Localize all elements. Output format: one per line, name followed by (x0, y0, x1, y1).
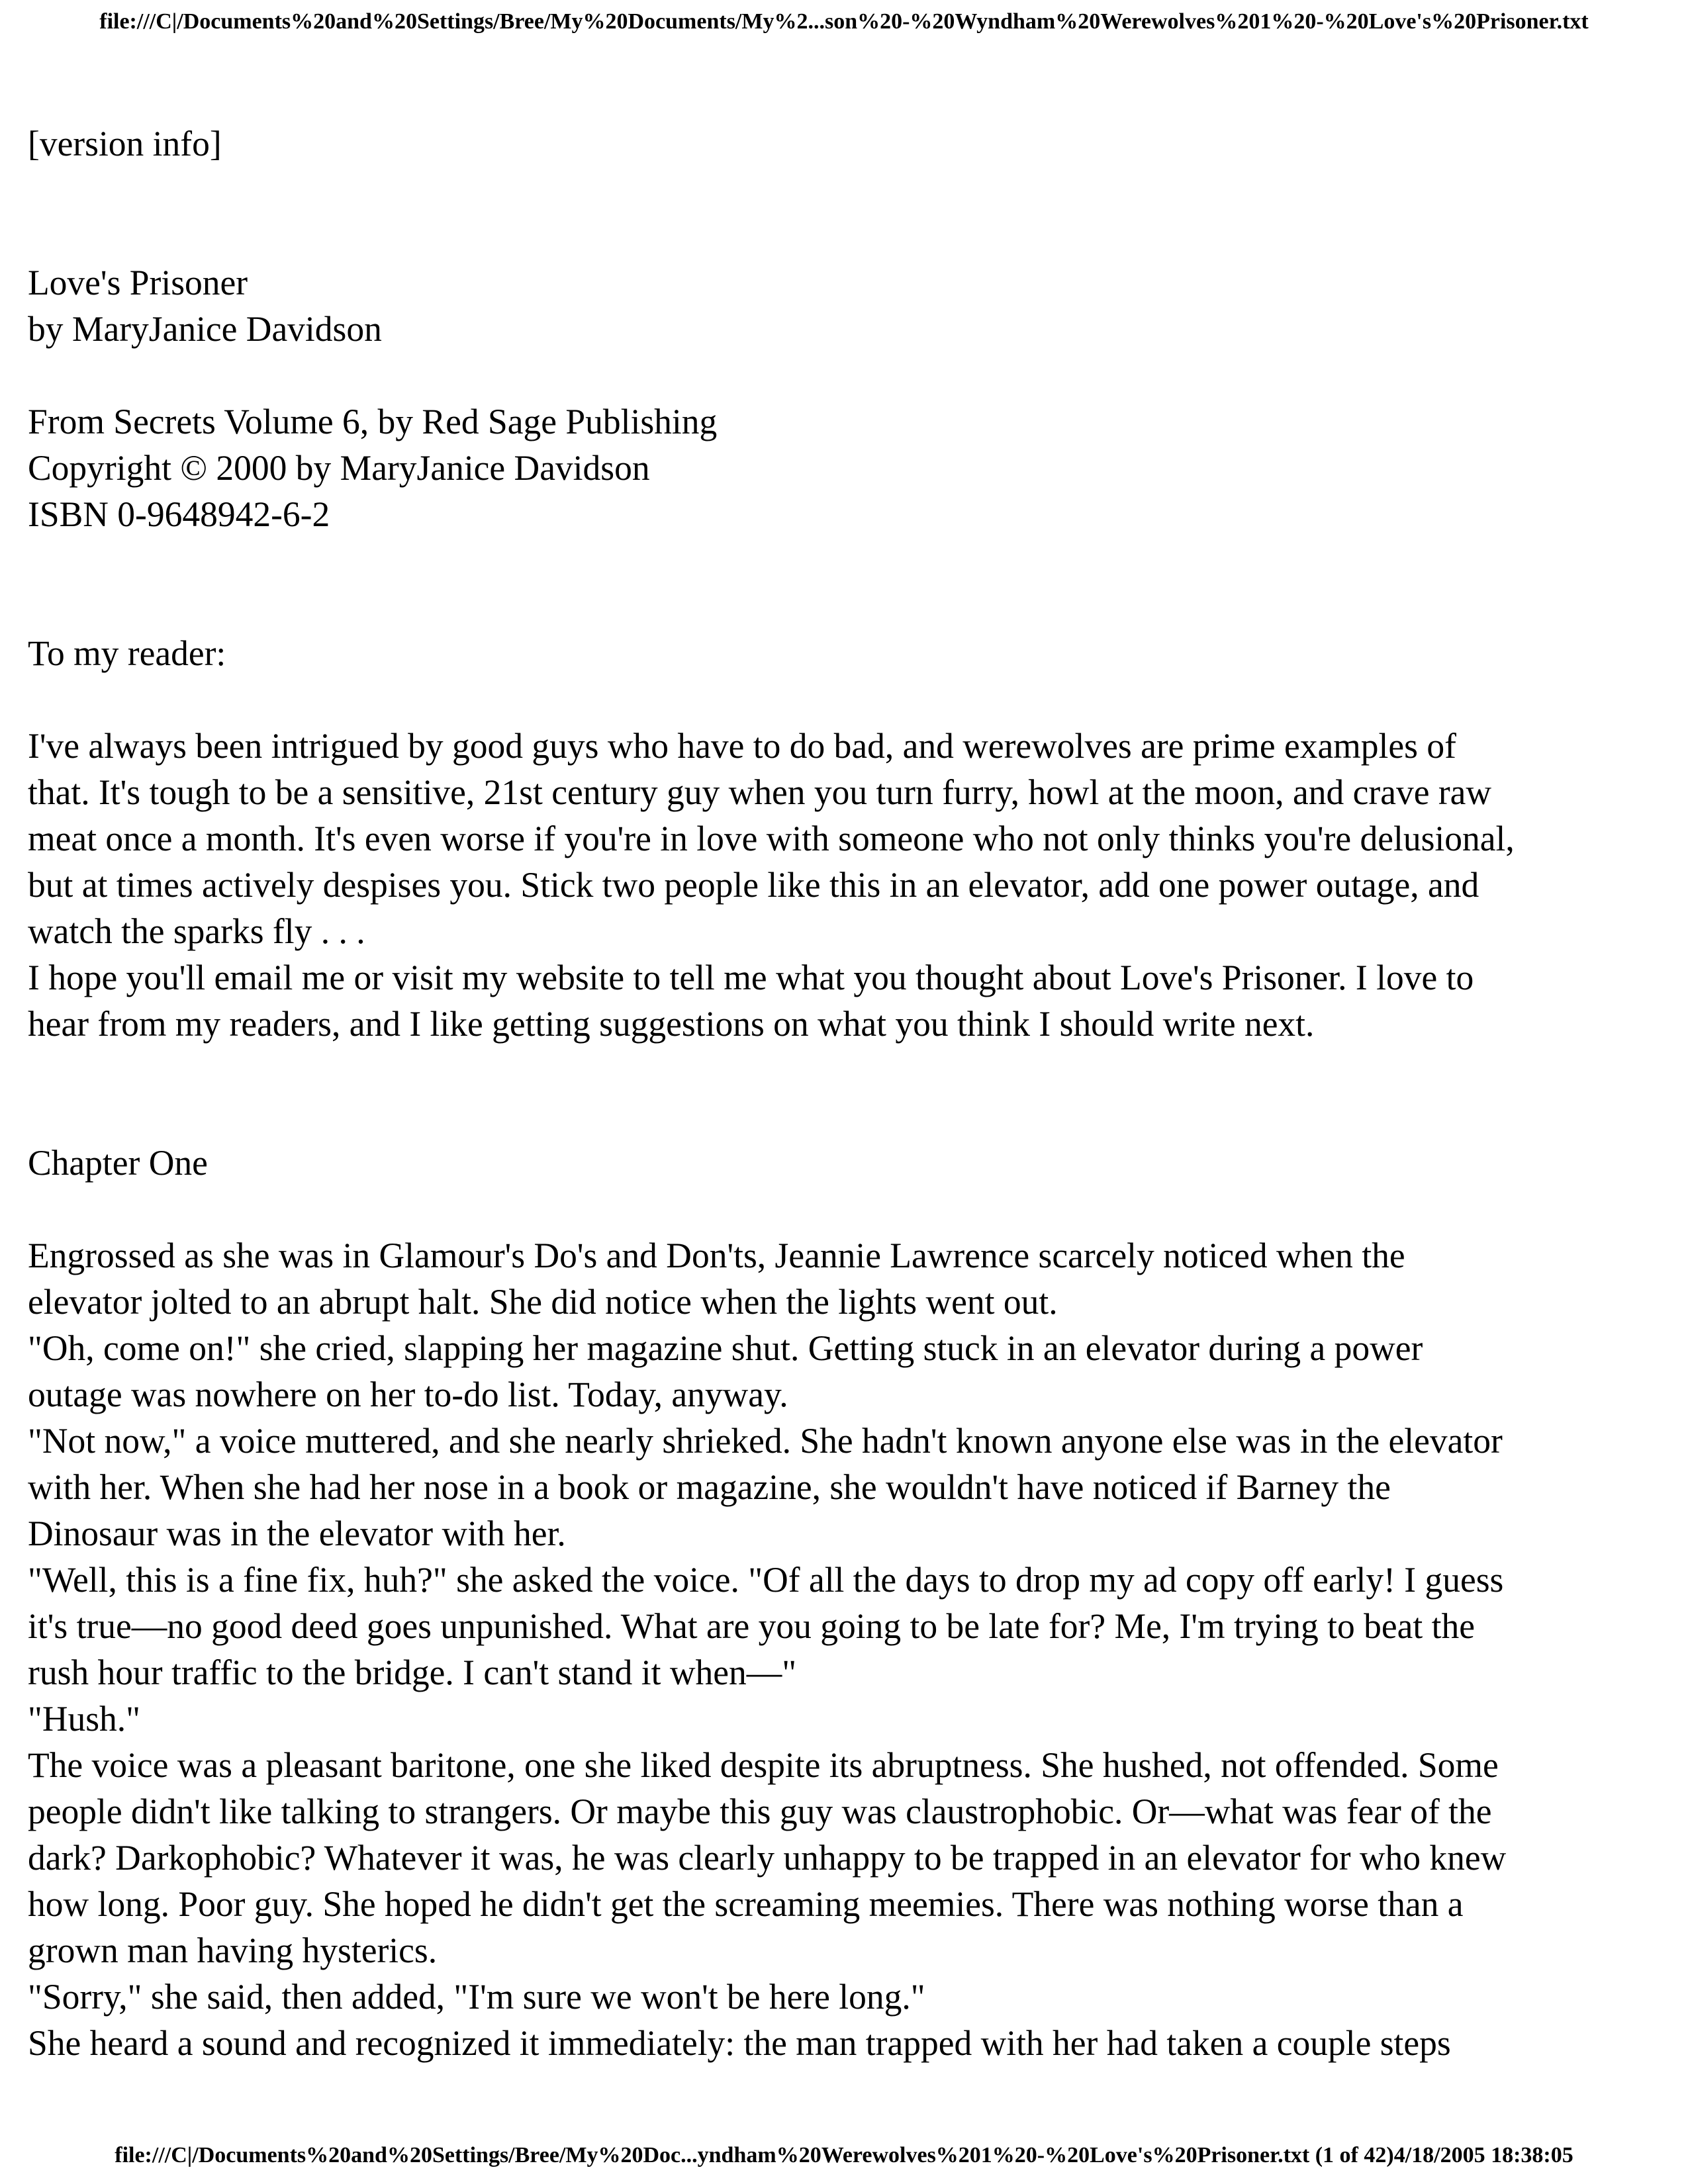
version-info: [version info] (28, 124, 222, 163)
spacer (28, 676, 1663, 723)
text-line: outage was nowhere on her to-do list. Today, anyway. (28, 1375, 788, 1414)
text-line: elevator jolted to an abrupt halt. She did notice when the lights went out. (28, 1282, 1058, 1322)
isbn-line: ISBN 0-9648942-6-2 (28, 494, 330, 534)
text-line: She heard a sound and recognized it immediately: the man trapped with her had taken a couple steps (28, 2023, 1451, 2063)
text-line: people didn't like talking to strangers. Or maybe this guy was claustrophobic. Or—what was fear of the (28, 1792, 1492, 1831)
spacer (28, 1047, 1663, 1093)
book-title: Love's Prisoner (28, 263, 248, 302)
author-byline: by MaryJanice Davidson (28, 309, 382, 349)
text-line: with her. When she had her nose in a book or magazine, she wouldn't have noticed if Barney the (28, 1467, 1391, 1507)
text-line: "Oh, come on!" she cried, slapping her magazine shut. Getting stuck in an elevator during a power (28, 1328, 1423, 1368)
spacer (28, 537, 1663, 584)
salutation: To my reader: (28, 633, 226, 673)
text-line: watch the sparks fly . . . (28, 911, 365, 951)
spacer (28, 167, 1663, 213)
spacer (28, 1093, 1663, 1140)
spacer (28, 1186, 1663, 1232)
text-line: "Sorry," she said, then added, "I'm sure we won't be here long." (28, 1977, 925, 2017)
chapter-heading: Chapter One (28, 1143, 208, 1183)
text-line: "Well, this is a fine fix, huh?" she asked the voice. "Of all the days to drop my ad copy off early! I guess (28, 1560, 1504, 1600)
text-line: The voice was a pleasant baritone, one she liked despite its abruptness. She hushed, not offended. Some (28, 1745, 1499, 1785)
text-line: Dinosaur was in the elevator with her. (28, 1514, 566, 1553)
document-body (28, 120, 1663, 2066)
text-line: how long. Poor guy. She hoped he didn't get the screaming meemies. There was nothing worse than a (28, 1884, 1464, 1924)
text-line: that. It's tough to be a sensitive, 21st century guy when you turn furry, howl at the moon, and crave raw (28, 772, 1492, 812)
text-line: but at times actively despises you. Stick two people like this in an elevator, add one power outage, and (28, 865, 1479, 905)
text-line: grown man having hysterics. (28, 1931, 438, 1970)
text-line: dark? Darkophobic? Whatever it was, he was clearly unhappy to be trapped in an elevator for who knew (28, 1838, 1507, 1878)
text-line: I hope you'll email me or visit my website to tell me what you thought about Love's Prisoner. I love to (28, 958, 1474, 997)
spacer (28, 584, 1663, 630)
source-line: From Secrets Volume 6, by Red Sage Publishing (28, 402, 718, 441)
spacer (28, 352, 1663, 398)
text-line: "Not now," a voice muttered, and she nearly shrieked. She hadn't known anyone else was in the elevator (28, 1421, 1503, 1461)
spacer (28, 213, 1663, 259)
text-line: meat once a month. It's even worse if you're in love with someone who not only thinks you're delusional, (28, 819, 1515, 858)
text-line: Engrossed as she was in Glamour's Do's and Don'ts, Jeannie Lawrence scarcely noticed when the (28, 1236, 1405, 1275)
footer-file-path: file:///C|/Documents%20and%20Settings/Bree/My%20Doc...yndham%20Werewolves%201%20-%20Love's%20Prisoner.txt (1 of 42)4/18/2005 18:38:05 (115, 2143, 1573, 2167)
copyright-line: Copyright © 2000 by MaryJanice Davidson (28, 448, 650, 488)
text-line: hear from my readers, and I like getting suggestions on what you think I should write next. (28, 1004, 1315, 1044)
text-line: rush hour traffic to the bridge. I can't stand it when—" (28, 1653, 797, 1692)
header-file-path: file:///C|/Documents%20and%20Settings/Bree/My%20Documents/My%2...son%20-%20Wyndham%20Werewolves%201%20-%20Love's%20Prisoner.txt (99, 9, 1589, 34)
text-line: I've always been intrigued by good guys who have to do bad, and werewolves are prime examples of (28, 726, 1456, 766)
text-line: it's true—no good deed goes unpunished. What are you going to be late for? Me, I'm trying to beat the (28, 1606, 1476, 1646)
text-line: "Hush." (28, 1699, 141, 1739)
